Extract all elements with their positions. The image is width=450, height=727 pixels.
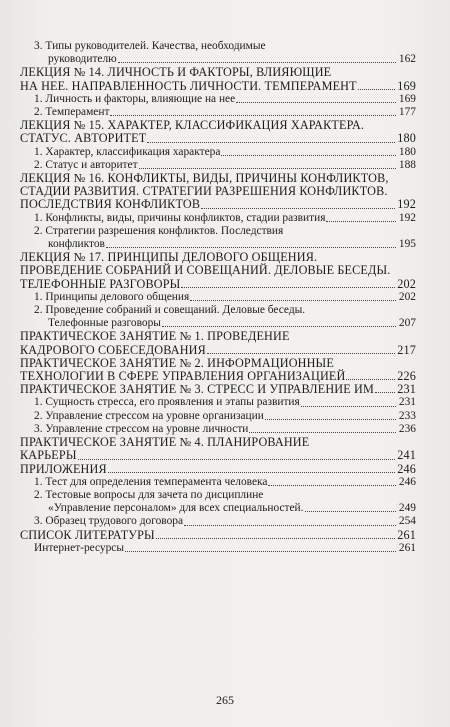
toc-heading-line [20, 278, 416, 291]
dot-leader [249, 432, 396, 433]
dot-leader [190, 300, 396, 301]
toc-subentry-line [20, 40, 416, 53]
toc-page-number: 249 [398, 502, 416, 515]
toc-entry [20, 172, 416, 212]
dot-leader [78, 459, 396, 460]
toc-heading-line [20, 264, 416, 277]
toc-page-number: 231 [397, 382, 416, 397]
toc-entry-title: 2. Управление стрессом на уровне организации [34, 409, 264, 422]
toc-page-number: 195 [398, 238, 416, 251]
toc-entry-title: ЛЕКЦИЯ № 16. КОНФЛИКТЫ, ВИДЫ, ПРИЧИНЫ КОНФЛИКТОВ, [20, 171, 389, 186]
toc-entry [20, 489, 416, 515]
toc-page-number: 261 [398, 541, 416, 554]
toc-entry-title: 3. Образец трудового договора [34, 515, 184, 528]
toc-heading-line [20, 449, 416, 462]
toc-entry-title: руководителю [48, 53, 117, 66]
toc-entry-title: 1. Принципы делового общения [34, 290, 190, 303]
toc-subentry-line [20, 93, 416, 106]
toc-heading-line [20, 132, 416, 145]
toc-entry-title: СПИСОК ЛИТЕРАТУРЫ [20, 527, 155, 542]
toc-page-number: 236 [398, 422, 416, 435]
dot-leader [156, 538, 395, 539]
toc-entry [20, 212, 416, 225]
toc-heading-line [20, 66, 416, 79]
page-number: 265 [216, 693, 234, 707]
toc-entry [20, 463, 416, 476]
toc-entry-title: 1. Личность и факторы, влияющие на нее [34, 92, 236, 105]
toc-page-number: 192 [398, 211, 416, 224]
toc-heading-line [20, 80, 416, 93]
toc-subentry-line [20, 212, 416, 225]
toc-entry-title: Телефонные разговоры [48, 317, 161, 330]
toc-page-number: 246 [397, 461, 416, 476]
toc-subentry-line [20, 410, 416, 423]
toc-subentry-line [20, 304, 416, 317]
toc-page-number: 188 [398, 158, 416, 171]
toc-entry-title: 3. Управление стрессом на уровне личности [34, 422, 249, 435]
toc-entry-title: ПРАКТИЧЕСКОЕ ЗАНЯТИЕ № 4. ПЛАНИРОВАНИЕ [20, 435, 310, 450]
toc-entry-title: ТЕЛЕФОННЫЕ РАЗГОВОРЫ [20, 276, 181, 291]
toc-heading-line [20, 436, 416, 449]
toc-entry [20, 119, 416, 145]
dot-leader [268, 485, 396, 486]
toc-entry-title: СТАДИИ РАЗВИТИЯ. СТРАТЕГИИ РАЗРЕШЕНИЯ КОНФЛИКТОВ. [20, 184, 388, 199]
toc-entry [20, 542, 416, 555]
toc-page-number: 162 [398, 53, 416, 66]
dot-leader [265, 419, 396, 420]
dot-leader [326, 221, 396, 222]
toc-entry-title: ЛЕКЦИЯ № 15. ХАРАКТЕР, КЛАССИФИКАЦИЯ ХАРАКТЕРА. [20, 118, 365, 133]
dot-leader [125, 551, 396, 552]
dot-leader [184, 525, 396, 526]
toc-entry-title: Интернет-ресурсы [34, 541, 125, 554]
toc-page-number: 169 [397, 78, 416, 93]
toc-page-number: 217 [397, 342, 416, 357]
toc-page-number: 246 [398, 475, 416, 488]
toc-heading-line [20, 529, 416, 542]
dot-leader [236, 102, 396, 103]
toc-entry-title: КАДРОВОГО СОБЕСЕДОВАНИЯ [20, 342, 206, 357]
dot-leader [118, 62, 396, 63]
toc-entry-title: конфликтов [48, 238, 105, 251]
dot-leader [181, 287, 395, 288]
toc-page-number: 180 [398, 145, 416, 158]
toc-subentry-line [20, 515, 416, 528]
dot-leader [207, 353, 395, 354]
toc-entry-title: ПРАКТИЧЕСКОЕ ЗАНЯТИЕ № 1. ПРОВЕДЕНИЕ [20, 329, 290, 344]
toc-subentry-line [20, 542, 416, 555]
toc-entry-title: НА НЕЕ. НАПРАВЛЕННОСТЬ ЛИЧНОСТИ. ТЕМПЕРАМЕНТ [20, 78, 357, 93]
toc-entry [20, 291, 416, 304]
toc-entry-title: КАРЬЕРЫ [20, 448, 77, 463]
toc-entry-title: ПРИЛОЖЕНИЯ [20, 461, 107, 476]
toc-entry [20, 225, 416, 251]
toc-entry [20, 383, 416, 396]
toc-entry-title: 2. Статус и авторитет [34, 158, 138, 171]
toc-page-number: 192 [397, 197, 416, 212]
toc-entry-title: СТАТУС. АВТОРИТЕТ [20, 131, 147, 146]
dot-leader [139, 168, 396, 169]
toc-entry-title: 1. Тест для определения темперамента человека [34, 475, 268, 488]
toc-entry [20, 251, 416, 291]
toc-entry-title: 1. Сущность стресса, его проявления и этапы развития [34, 396, 300, 409]
toc-entry-title: 2. Стратегии разрешения конфликтов. Последствия [34, 224, 284, 237]
toc-entry [20, 146, 416, 159]
toc-subentry-line [20, 146, 416, 159]
toc-entry [20, 93, 416, 106]
toc-page-number: 226 [397, 369, 416, 384]
toc-entry [20, 330, 416, 356]
dot-leader [147, 142, 395, 143]
toc-heading-line [20, 383, 416, 396]
toc-heading-line [20, 198, 416, 211]
dot-leader [201, 208, 395, 209]
toc-entry [20, 396, 416, 409]
toc-entry-title: ЛЕКЦИЯ № 17. ПРИНЦИПЫ ДЕЛОВОГО ОБЩЕНИЯ. [20, 250, 318, 265]
toc-entry [20, 410, 416, 423]
toc-entry-title: «Управление персоналом» для всех специальностей. [48, 502, 304, 515]
toc-page-number: 180 [397, 131, 416, 146]
toc-entry-title: ПОСЛЕДСТВИЯ КОНФЛИКТОВ [20, 197, 201, 212]
toc-entry-title: 2. Проведение собраний и совещаний. Деловые беседы. [34, 304, 306, 317]
toc-entry-title: 1. Характер, классификация характера [34, 145, 221, 158]
toc-entry-title: ТЕХНОЛОГИИ В СФЕРЕ УПРАВЛЕНИЯ ОРГАНИЗАЦИЕЙ [20, 369, 346, 384]
toc-entry [20, 436, 416, 462]
dot-leader [162, 326, 396, 327]
dot-leader [375, 392, 395, 393]
toc-subentry-line [20, 489, 416, 502]
dot-leader [305, 511, 397, 512]
dot-leader [358, 89, 396, 90]
dot-leader [301, 406, 396, 407]
toc-page-number: 254 [398, 515, 416, 528]
toc-heading-line [20, 344, 416, 357]
toc-subentry-line [20, 291, 416, 304]
toc-entry-title: 2. Темперамент [34, 106, 110, 119]
toc-page-number: 177 [398, 106, 416, 119]
dot-leader [110, 115, 396, 116]
dot-leader [106, 247, 396, 248]
toc-entry [20, 304, 416, 330]
toc-subentry-line [20, 225, 416, 238]
toc-heading-line [20, 330, 416, 343]
toc-entry [20, 476, 416, 489]
toc-entry [20, 357, 416, 383]
table-of-contents [20, 40, 416, 555]
toc-subentry-line [20, 502, 416, 515]
dot-leader [221, 155, 396, 156]
toc-entry [20, 515, 416, 528]
toc-entry [20, 529, 416, 542]
dot-leader [346, 379, 395, 380]
toc-page-number: 261 [397, 527, 416, 542]
toc-page-number: 202 [398, 290, 416, 303]
toc-entry-title: ЛЕКЦИЯ № 14. ЛИЧНОСТЬ И ФАКТОРЫ, ВЛИЯЮЩИЕ [20, 65, 332, 80]
toc-entry-title: 2. Тестовые вопросы для зачета по дисциплине [34, 488, 264, 501]
toc-page-number: 202 [397, 276, 416, 291]
toc-page-number: 233 [398, 409, 416, 422]
toc-entry-title: ПРОВЕДЕНИЕ СОБРАНИЙ И СОВЕЩАНИЙ. ДЕЛОВЫЕ БЕСЕДЫ. [20, 263, 391, 278]
toc-subentry-line [20, 476, 416, 489]
toc-page-number: 207 [398, 317, 416, 330]
toc-entry-title: ПРАКТИЧЕСКОЕ ЗАНЯТИЕ № 2. ИНФОРМАЦИОННЫЕ [20, 355, 334, 370]
toc-entry-title: 1. Конфликты, виды, причины конфликтов, стадии развития [34, 211, 326, 224]
toc-entry-title: 3. Типы руководителей. Качества, необходимые [34, 40, 266, 52]
toc-subentry-line [20, 396, 416, 409]
toc-entry [20, 66, 416, 92]
toc-entry-title: ПРАКТИЧЕСКОЕ ЗАНЯТИЕ № 3. СТРЕСС И УПРАВЛЕНИЕ ИМ [20, 382, 374, 397]
dot-leader [108, 472, 396, 473]
toc-page-number: 231 [398, 396, 416, 409]
toc-heading-line [20, 463, 416, 476]
toc-page-number: 241 [397, 448, 416, 463]
toc-page-number: 169 [398, 92, 416, 105]
toc-entry [20, 40, 416, 66]
